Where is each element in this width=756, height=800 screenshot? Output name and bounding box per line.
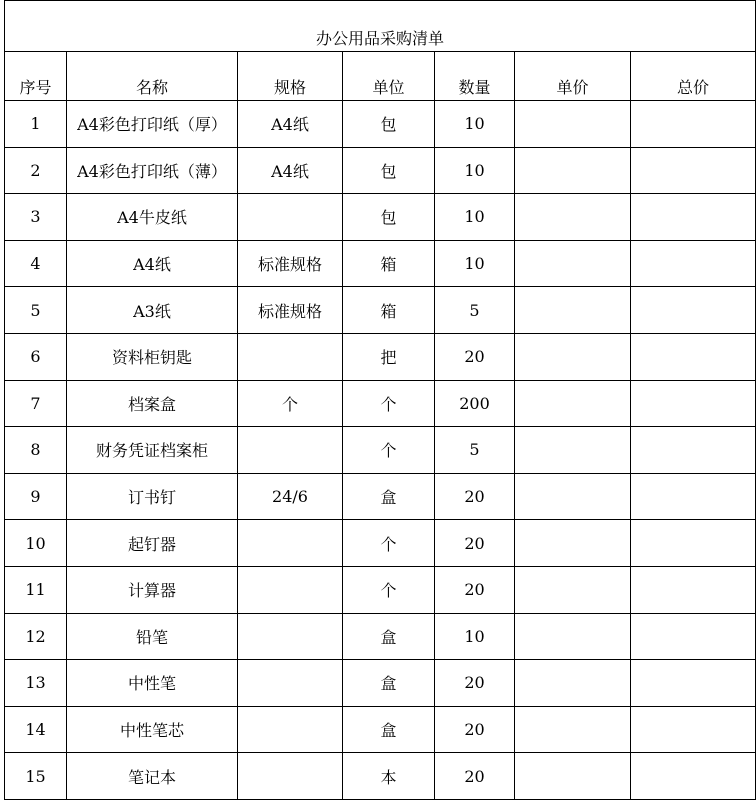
cell-unit-price: [515, 706, 631, 753]
cell-name: 铅笔: [67, 613, 238, 660]
cell-spec: [238, 613, 343, 660]
cell-name: 资料柜钥匙: [67, 333, 238, 380]
cell-spec: A4纸: [238, 147, 343, 194]
cell-total-price: [631, 706, 756, 753]
cell-unit: 盒: [343, 613, 435, 660]
cell-name: 计算器: [67, 566, 238, 613]
cell-index: 8: [5, 427, 67, 474]
header-name: 名称: [67, 52, 238, 101]
cell-spec: [238, 753, 343, 800]
cell-qty: 10: [435, 101, 515, 148]
cell-name: 中性笔: [67, 660, 238, 707]
cell-spec: 个: [238, 380, 343, 427]
cell-unit-price: [515, 473, 631, 520]
cell-qty: 10: [435, 240, 515, 287]
cell-total-price: [631, 240, 756, 287]
cell-qty: 20: [435, 660, 515, 707]
table-row: [5, 613, 756, 660]
cell-unit-price: [515, 240, 631, 287]
cell-unit-price: [515, 333, 631, 380]
cell-qty: 10: [435, 194, 515, 241]
cell-spec: [238, 520, 343, 567]
cell-qty: 10: [435, 613, 515, 660]
cell-qty: 10: [435, 147, 515, 194]
header-index: 序号: [5, 52, 67, 101]
cell-index: 5: [5, 287, 67, 334]
cell-index: 10: [5, 520, 67, 567]
cell-name: 起钉器: [67, 520, 238, 567]
cell-unit-price: [515, 101, 631, 148]
cell-unit-price: [515, 660, 631, 707]
cell-total-price: [631, 333, 756, 380]
cell-qty: 20: [435, 753, 515, 800]
cell-total-price: [631, 566, 756, 613]
cell-index: 2: [5, 147, 67, 194]
cell-spec: 24/6: [238, 473, 343, 520]
cell-qty: 5: [435, 427, 515, 474]
cell-name: A4牛皮纸: [67, 194, 238, 241]
cell-unit-price: [515, 287, 631, 334]
cell-index: 3: [5, 194, 67, 241]
cell-total-price: [631, 147, 756, 194]
cell-index: 7: [5, 380, 67, 427]
cell-unit: 个: [343, 427, 435, 474]
title-row: [5, 1, 756, 52]
cell-qty: 200: [435, 380, 515, 427]
table-row: [5, 520, 756, 567]
table-row: [5, 194, 756, 241]
cell-unit-price: [515, 753, 631, 800]
table-row: [5, 473, 756, 520]
cell-index: 15: [5, 753, 67, 800]
cell-qty: 20: [435, 333, 515, 380]
table-row: [5, 101, 756, 148]
cell-unit: 个: [343, 566, 435, 613]
cell-total-price: [631, 194, 756, 241]
cell-qty: 20: [435, 706, 515, 753]
cell-unit-price: [515, 194, 631, 241]
cell-total-price: [631, 473, 756, 520]
cell-total-price: [631, 380, 756, 427]
cell-name: 笔记本: [67, 753, 238, 800]
table-row: [5, 333, 756, 380]
cell-unit: 个: [343, 520, 435, 567]
cell-name: 档案盒: [67, 380, 238, 427]
cell-qty: 5: [435, 287, 515, 334]
cell-unit-price: [515, 427, 631, 474]
cell-index: 4: [5, 240, 67, 287]
cell-spec: [238, 660, 343, 707]
header-unit-price: 单价: [515, 52, 631, 101]
cell-spec: [238, 427, 343, 474]
header-spec: 规格: [238, 52, 343, 101]
cell-qty: 20: [435, 473, 515, 520]
cell-name: 订书钉: [67, 473, 238, 520]
cell-unit: 包: [343, 147, 435, 194]
cell-qty: 20: [435, 520, 515, 567]
header-row: [5, 52, 756, 101]
cell-unit: 把: [343, 333, 435, 380]
cell-total-price: [631, 101, 756, 148]
cell-unit-price: [515, 147, 631, 194]
cell-unit: 箱: [343, 287, 435, 334]
cell-name: 中性笔芯: [67, 706, 238, 753]
cell-index: 6: [5, 333, 67, 380]
header-total-price: 总价: [631, 52, 756, 101]
table-row: [5, 287, 756, 334]
cell-index: 11: [5, 566, 67, 613]
cell-unit-price: [515, 520, 631, 567]
cell-spec: [238, 566, 343, 613]
cell-name: A4彩色打印纸（厚）: [67, 101, 238, 148]
cell-unit-price: [515, 566, 631, 613]
cell-total-price: [631, 753, 756, 800]
cell-spec: [238, 333, 343, 380]
cell-name: A3纸: [67, 287, 238, 334]
table-row: [5, 147, 756, 194]
table-row: [5, 706, 756, 753]
cell-total-price: [631, 660, 756, 707]
cell-spec: 标准规格: [238, 240, 343, 287]
table-row: [5, 660, 756, 707]
purchase-list-table: [4, 0, 756, 800]
page-title: 办公用品采购清单: [5, 1, 756, 52]
cell-qty: 20: [435, 566, 515, 613]
cell-total-price: [631, 613, 756, 660]
header-qty: 数量: [435, 52, 515, 101]
cell-unit-price: [515, 613, 631, 660]
cell-unit: 包: [343, 101, 435, 148]
table-row: [5, 427, 756, 474]
cell-total-price: [631, 520, 756, 567]
cell-total-price: [631, 287, 756, 334]
cell-spec: 标准规格: [238, 287, 343, 334]
cell-index: 12: [5, 613, 67, 660]
cell-name: A4纸: [67, 240, 238, 287]
cell-unit: 箱: [343, 240, 435, 287]
cell-index: 13: [5, 660, 67, 707]
cell-unit: 个: [343, 380, 435, 427]
cell-index: 9: [5, 473, 67, 520]
cell-index: 14: [5, 706, 67, 753]
table-row: [5, 566, 756, 613]
cell-unit-price: [515, 380, 631, 427]
cell-name: A4彩色打印纸（薄）: [67, 147, 238, 194]
cell-unit: 盒: [343, 660, 435, 707]
cell-index: 1: [5, 101, 67, 148]
cell-spec: [238, 706, 343, 753]
table-row: [5, 380, 756, 427]
cell-unit: 盒: [343, 473, 435, 520]
header-unit: 单位: [343, 52, 435, 101]
table-row: [5, 753, 756, 800]
cell-spec: [238, 194, 343, 241]
cell-unit: 盒: [343, 706, 435, 753]
cell-total-price: [631, 427, 756, 474]
cell-spec: A4纸: [238, 101, 343, 148]
cell-unit: 本: [343, 753, 435, 800]
table-row: [5, 240, 756, 287]
cell-name: 财务凭证档案柜: [67, 427, 238, 474]
cell-unit: 包: [343, 194, 435, 241]
